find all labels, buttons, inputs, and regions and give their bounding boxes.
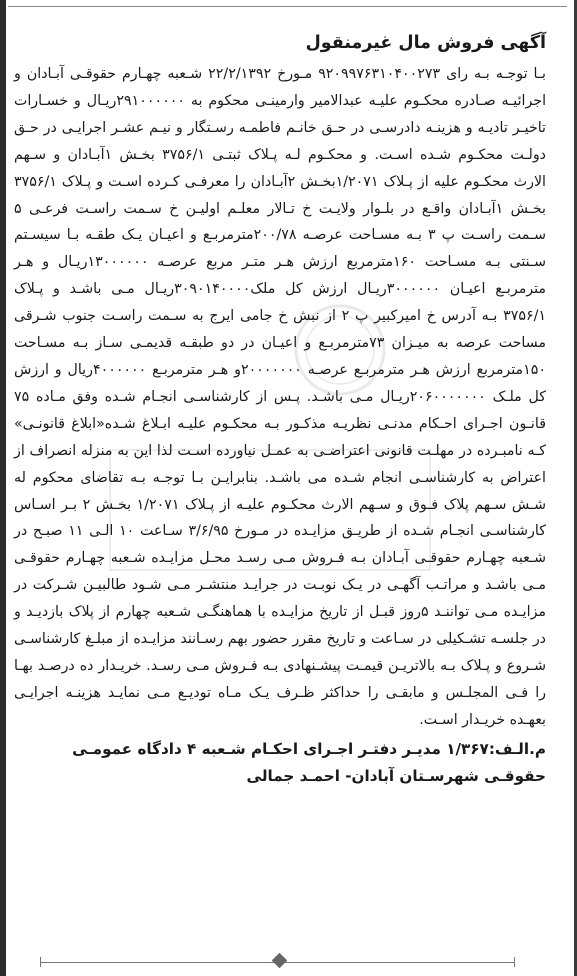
top-rule (8, 6, 567, 7)
left-column-rule (0, 0, 6, 976)
divider-diamond-ornament (272, 953, 288, 969)
property-sale-notice (14, 30, 546, 790)
signature-reference-line: م.الـف:۱/۳۶۷ مدیـر دفتـر اجـرای احکـام شـعبه ۴ دادگاه عمومـی (72, 739, 546, 758)
divider-end-left (40, 957, 41, 967)
notice-title: آگهی فروش مال غیرمنقول (305, 33, 546, 53)
notice-body: بـا توجـه بـه رای ۹۲۰۹۹۷۶۳۱۰۴۰۰۲۷۳ مـورخ ۲۲/۲/۱۳۹۲ شـعبه چهـارم حقوقـی آبـادان و اجرائیـه صـادره محکـوم علیـه عبدالامیر وارمینـی محکوم به ۲۹۱۰۰۰۰۰۰ریـال و خسـارات تاخیـر تادیـه و هزینـه دادرسـی در حـق خانـم فاطمـه رسـتگار و نیـم عشـر اجرایـی در حـق دولـت محکـوم شـده اسـت. و محکـوم لـه پـلاک ثبتـی ۳۷۵۶/۱ بخـش ۱آبـادان و سـهم الارث محکـوم علیه از پـلاک ۱/۲۰۷۱بخـش ۲آبـادان را معرفـی کـرده اسـت و پـلاک ۳۷۵۶/۱ بخـش ۱آبـادان واقـع در بلـوار ولایـت خ تـالار معلـم اولیـن خ سـمت راسـت فرعـی ۵ سـمت راسـت پ ۳ بـه مسـاحت عرصـه ۲۰۰/۷۸مترمربـع و اعیـان یـک طقـه بـا سیسـتم سـنتی بـه مسـاحت ۱۶۰مترمربع ارزش هـر متـر مربع عرصـه ۱۳۰۰۰۰۰۰ریـال و هـر مترمربـع اعیـان ۳۰۰۰۰۰۰ریـال ارزش کل ملک۳۰۹۰۱۴۰۰۰۰ریـال مـی باشـد و پـلاک ۳۷۵۶/۱ بـه آدرس خ امیرکبیر پ ۲ از نبش خ جامی ایرج به سـمت راسـت جنوب شـرقی مساحت عرصه به میـزان ۷۳مترمربـع و اعیـان در دو طبقـه قدیمـی سـاز بـه مسـاحت ۱۵۰مترمربع ارزش هـر مترمربـع عرصـه ۲۰۰۰۰۰۰۰و هـر مترمربـع ۴۰۰۰۰۰۰ریال و ارزش کل ملـک ۲۰۶۰۰۰۰۰۰۰ریـال مـی باشـد. پـس از کارشناسـی انجـام شـده وفق مـاده ۷۵ قانـون اجـرای احـکام مدنـی نظریـه مذکـور بـه محکـوم علیـه ابـلاغ شـده«ابلاغ قانونـی» کـه نامبـرده در مهلـت قانونی اعتراضـی به عمـل نیاورده اسـت لذا این به منزله انصراف از اعتراض به کارشناسـی انجام شـده می باشـد. بنابرایـن بـا توجـه بـه تقاضای محکوم له شـش سـهم پلاک فـوق و سـهم الارث محکـوم علیـه از پـلاک ۱/۲۰۷۱ بخـش ۲ بـر اسـاس کارشناسـی انجـام شـده از طریـق مزایـده در مـورخ ۳/۶/۹۵ سـاعت ۱۰ الـی ۱۱ صبـح در شـعبه چهـارم حقوقـی آبـادان بـه فـروش مـی رسـد محـل مزایـده شـعبه چهـارم حقوقـی مـی باشـد و مراتـب آگهـی در یـک نوبـت در جرایـد منتشـر مـی شـود طالبیـن شـرکت در مزایـده مـی تواننـد ۵روز قبـل از تاریخ مزایـده با هماهنگـی شـعبه چهارم از پلاک بازدیـد و در جلسـه تشـکیلی در سـاعت و تاریخ مقرر حضور بهم رسـانند مزایـده از مبلـغ کارشناسـی شـروع و پـلاک بـه بالاتریـن قیمـت پیشـنهادی بـه فـروش مـی رسـد. خریـدار ده درصـد بهـا را فـی المجلـس و مابقـی را حداکثر ظـرف یـک مـاه تودیـع مـی نمایـد هزینـه اجرایـی بعهـده خریـدار اسـت. (14, 66, 547, 728)
divider-end-right (514, 957, 515, 967)
signature-office-line: حقوقـی شهرسـتان آبادان- احمـد جمالی (246, 766, 546, 785)
notice-signature (14, 736, 546, 790)
